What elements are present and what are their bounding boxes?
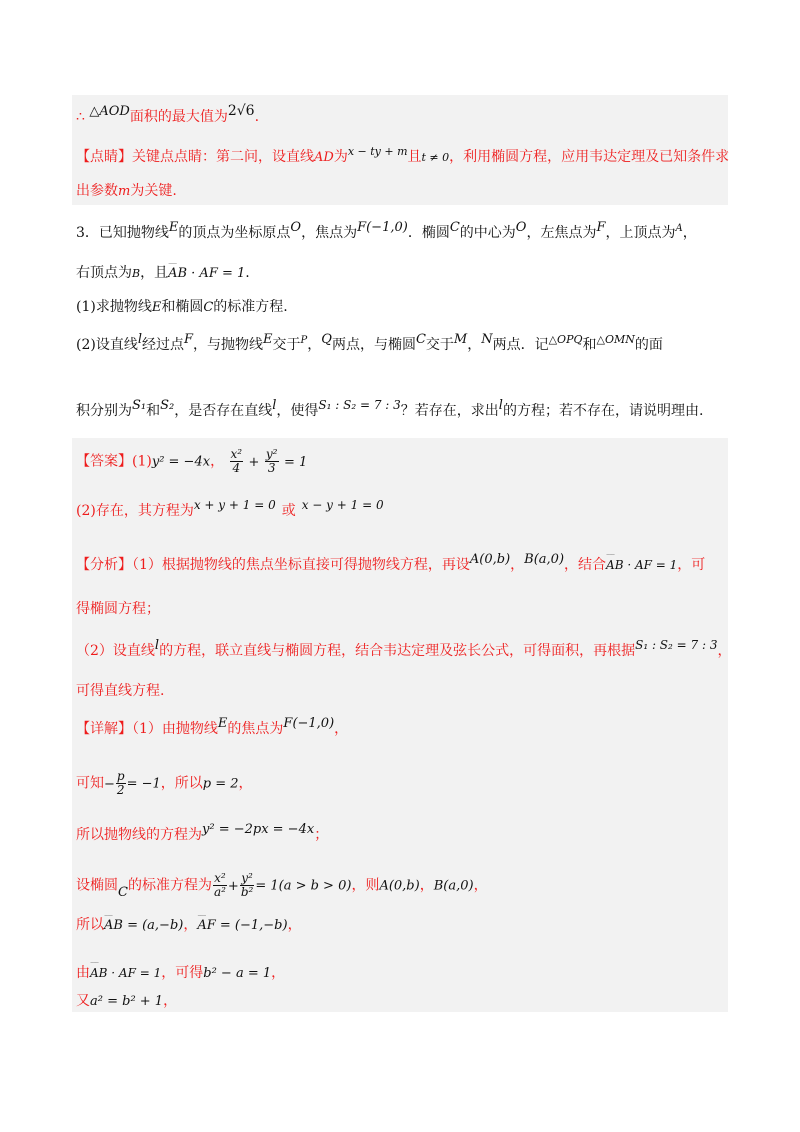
- math-E: E: [168, 220, 179, 235]
- detail-line-1: [76, 718, 348, 741]
- math-C: C: [203, 300, 214, 315]
- detail-line-3: [76, 824, 328, 847]
- math-E: E: [151, 300, 162, 315]
- tip-text-3: 且: [407, 149, 422, 165]
- math-dot-product: ⁻⁻⁻ AB · AF = 1: [90, 962, 161, 984]
- answer-line-2: [76, 500, 384, 522]
- analysis-line-4: [76, 680, 164, 702]
- math-S1: S₁: [132, 398, 147, 413]
- denominator: b²: [240, 885, 254, 899]
- problem-part-2: [76, 334, 663, 358]
- ellipse-eq: [224, 447, 308, 475]
- detail-line-7: [76, 990, 177, 1013]
- answer-part-2: (2)存在，其方程为: [76, 503, 194, 519]
- math-A-point: A(0,b): [469, 552, 511, 567]
- analysis-text: ，: [510, 557, 525, 573]
- equals-one: = 1: [283, 454, 308, 470]
- ellipse-general-eq: [212, 871, 255, 899]
- fraction-y2-b2: [240, 872, 255, 899]
- problem-text: 3．已知抛物线: [76, 225, 169, 241]
- math-triangle-omn: △OMN: [596, 333, 635, 346]
- math-B: B: [132, 267, 141, 280]
- analysis-line-1: [76, 554, 705, 577]
- analysis-line-2: [76, 598, 160, 620]
- math-l: l: [154, 638, 160, 653]
- tip-text-4: ，利用椭圆方程，应用韦达定理及已知条件求: [449, 149, 730, 165]
- detail-text: ，: [238, 775, 253, 792]
- math-parabola-eq: y² = −2px = −4x: [202, 822, 315, 837]
- analysis-line-3: [76, 640, 731, 663]
- detail-line-4: [76, 872, 488, 902]
- math-E: E: [263, 332, 273, 347]
- detail-label: 【详解】: [76, 721, 132, 737]
- fraction-y2-3: [265, 448, 279, 475]
- math-F: F: [596, 220, 606, 235]
- numerator: x²: [230, 447, 243, 461]
- problem-text: 经过点: [142, 337, 185, 353]
- problem-text: 的方程；若不存在，请说明理由.: [502, 403, 704, 419]
- math-l: l: [498, 398, 503, 413]
- math-focus: F(−1,0): [283, 716, 335, 731]
- detail-text: ，: [287, 917, 302, 933]
- math-B-point: B(a,0): [433, 878, 474, 894]
- plus-sign: +: [248, 454, 260, 470]
- problem-text: 交于: [272, 337, 301, 353]
- analysis-text: ，可: [677, 557, 706, 573]
- answer-sep: ，: [210, 453, 225, 470]
- detail-text: ，所以: [160, 775, 203, 792]
- math-A: A: [675, 223, 683, 234]
- analysis-text: 可得直线方程.: [76, 683, 165, 699]
- math-O: O: [515, 220, 527, 235]
- denominator: a²: [213, 885, 226, 899]
- problem-text: 两点．记: [492, 337, 549, 353]
- detail-text: ，可得: [161, 965, 204, 981]
- math-relation: b² − a = 1: [203, 966, 272, 981]
- math-F: F: [184, 332, 194, 347]
- math-A-point: A(0,b): [379, 878, 420, 894]
- detail-text: ，: [473, 877, 488, 894]
- problem-text: ，是否存在直线: [174, 403, 273, 419]
- math-l: l: [272, 398, 277, 413]
- math-P: P: [300, 335, 308, 346]
- detail-text: （1）由抛物线: [132, 721, 218, 737]
- math-ratio: S₁ : S₂ = 7 : 3: [635, 638, 718, 652]
- math-dot-product: ⁻⁻⁻ AB · AF = 1: [606, 554, 677, 576]
- detail-line-2: [76, 770, 253, 800]
- problem-line-1: [76, 222, 697, 246]
- problem-text: .: [245, 265, 250, 281]
- answer-line-1: [76, 448, 307, 478]
- detail-text: 的焦点为: [227, 721, 284, 737]
- detail-text: ，: [183, 917, 198, 933]
- problem-text: ，: [682, 225, 697, 241]
- conclusion-line: [76, 103, 260, 129]
- analysis-label: 【分析】: [76, 557, 132, 573]
- detail-text: ；: [314, 827, 329, 843]
- tip-line-2: [76, 180, 177, 203]
- analysis-text: 的方程，联立直线与椭圆方程，结合韦达定理及弦长公式，可得面积，再根据: [159, 643, 636, 659]
- problem-text: 和: [146, 403, 161, 419]
- problem-text: ，使得: [276, 403, 319, 419]
- problem-text: ，与抛物线: [193, 337, 264, 353]
- fraction-x2-4: [230, 448, 244, 475]
- math-N: N: [481, 332, 493, 347]
- detail-text: 的标准方程为: [127, 877, 212, 894]
- tip-text-1: 关键点点睛：第二问，设直线: [132, 149, 314, 165]
- fraction-p-2: [116, 770, 126, 797]
- numerator: y²: [265, 447, 278, 461]
- tip-text-5: 出参数: [76, 183, 118, 199]
- detail-text: 又: [76, 993, 90, 1009]
- detail-text: 设椭圆: [76, 877, 118, 894]
- math-relation: a² = b² + 1: [90, 994, 164, 1009]
- plus-sign: +: [227, 878, 239, 894]
- answer-or: 或: [281, 503, 296, 519]
- problem-line-2: [76, 262, 250, 285]
- numerator: p: [116, 769, 125, 783]
- tip-text-6: 为关键.: [130, 183, 177, 199]
- problem-text: ，: [307, 337, 322, 353]
- problem-text: 的中心为: [459, 225, 516, 241]
- math-vector-ab: ⁻⁻⁻ AB = (a,−b): [104, 915, 183, 937]
- analysis-text: ，结合: [564, 557, 607, 573]
- detail-text: ，: [271, 965, 286, 981]
- analysis-text: （2）设直线: [76, 643, 155, 659]
- tip-label: 【点睛】: [76, 149, 132, 165]
- problem-part-1: [76, 296, 288, 319]
- problem-text: 右顶点为: [76, 265, 132, 281]
- analysis-text: （1）根据抛物线的焦点坐标直接可得抛物线方程，再设: [132, 557, 470, 573]
- problem-text: ？若存在，求出: [400, 403, 499, 419]
- triangle-aod: △AOD: [89, 104, 130, 119]
- math-S2: S₂: [160, 398, 175, 413]
- math-dot-product: ⁻⁻⁻ AB · AF = 1: [168, 263, 245, 285]
- tip-cond: t ≠ 0: [421, 151, 450, 164]
- answer-label: 【答案】: [76, 453, 132, 470]
- detail-text: 所以: [76, 917, 104, 933]
- detail-text: 所以抛物线的方程为: [76, 827, 202, 843]
- problem-text: ，且: [140, 265, 169, 281]
- problem-text: 和: [582, 337, 597, 353]
- numerator: y²: [241, 871, 253, 885]
- problem-text: 积分别为: [76, 403, 132, 419]
- problem-text: 两点，与椭圆: [331, 337, 416, 353]
- problem-text: ，上顶点为: [605, 225, 676, 241]
- math-condition: = 1(a > b > 0): [255, 878, 352, 894]
- neg-p-over-2: [104, 769, 127, 797]
- answer-parabola-eq: y² = −4x: [151, 454, 211, 470]
- problem-text: ，左焦点为: [526, 225, 597, 241]
- math-focus: F(−1,0): [357, 220, 408, 235]
- problem-text: ．椭圆: [407, 225, 450, 241]
- problem-text: 的面: [634, 337, 663, 353]
- math-C: C: [415, 332, 426, 347]
- math-E: E: [217, 716, 228, 731]
- tip-ad: AD: [314, 150, 334, 165]
- problem-text: (1)求抛物线: [76, 299, 152, 315]
- detail-line-5: [76, 914, 302, 937]
- problem-text: 和椭圆: [161, 299, 204, 315]
- detail-text: 由: [76, 965, 90, 981]
- detail-text: 可知: [76, 775, 104, 792]
- tip-line-1: [76, 146, 729, 169]
- math-B-point: B(a,0): [524, 552, 565, 567]
- denominator: 4: [232, 461, 241, 475]
- problem-text: ，焦点为: [301, 225, 358, 241]
- detail-text: ，则: [351, 877, 380, 894]
- denominator: 2: [116, 783, 125, 797]
- math-M: M: [453, 332, 468, 347]
- problem-text: 的标准方程.: [213, 299, 288, 315]
- fraction-x2-a2: [213, 872, 227, 899]
- math-ratio: S₁ : S₂ = 7 : 3: [318, 398, 401, 412]
- minus-sign: −: [104, 776, 115, 792]
- denominator: 3: [267, 461, 276, 475]
- math-vector-af: ⁻⁻⁻ AF = (−1,−b): [197, 915, 287, 937]
- answer-line-eq-1: x + y + 1 = 0: [193, 498, 276, 512]
- math-O: O: [290, 220, 302, 235]
- math-Q: Q: [321, 332, 332, 347]
- detail-line-6: [76, 962, 285, 985]
- problem-text: 的顶点为坐标原点: [178, 225, 291, 241]
- conclusion-text: 面积的最大值为: [129, 109, 228, 125]
- problem-text: (2)设直线: [76, 337, 138, 353]
- detail-text: ，: [163, 993, 178, 1009]
- problem-part-3: [76, 400, 703, 423]
- analysis-text: 得椭圆方程；: [76, 601, 160, 617]
- math-eq: = −1: [126, 776, 161, 792]
- therefore-symbol: ∴: [76, 109, 85, 125]
- problem-text: ，: [467, 337, 482, 353]
- answer-line-eq-2: x − y + 1 = 0: [301, 498, 384, 512]
- answer-part-1: (1): [132, 453, 152, 470]
- tip-m: m: [118, 184, 131, 199]
- math-triangle-opq: △OPQ: [548, 333, 583, 346]
- detail-text: ，: [419, 877, 434, 894]
- analysis-text: ，: [717, 643, 732, 659]
- problem-text: 交于: [425, 337, 454, 353]
- math-C: C: [449, 220, 460, 235]
- tip-line-eq: x − ty + m: [347, 145, 408, 158]
- numerator: x²: [214, 871, 226, 885]
- detail-text: ，: [334, 721, 349, 737]
- math-l: l: [137, 332, 143, 347]
- max-area-value: 2√6: [227, 103, 255, 119]
- math-C: C: [118, 884, 128, 900]
- math-p-value: p = 2: [202, 776, 239, 792]
- tip-text-2: 为: [333, 149, 348, 165]
- conclusion-end: .: [254, 109, 260, 125]
